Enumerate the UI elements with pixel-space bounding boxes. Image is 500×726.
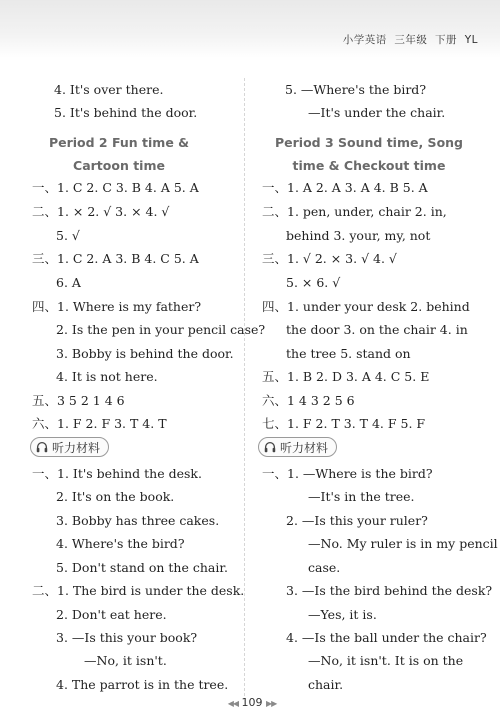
answer-line: chair. (308, 677, 344, 692)
answer-line: 3. —Is this your book? (56, 630, 198, 645)
answer-line: 二、1. The bird is under the desk. (32, 583, 245, 598)
answer-line: 一、1. C 2. C 3. B 4. A 5. A (32, 180, 199, 195)
answer-line: 3. —Is the bird behind the desk? (286, 583, 493, 598)
answer-line: 2. Is the pen in your pencil case? (56, 322, 266, 337)
answer-line: 三、1. √ 2. × 3. √ 4. √ (262, 251, 397, 266)
answer-line: —No, it isn't. (84, 653, 167, 668)
answer-line: 5. —Where's the bird? (285, 82, 427, 97)
answer-line: 一、1. It's behind the desk. (32, 466, 202, 481)
answer-line: 4. Where's the bird? (56, 536, 185, 551)
answer-line: 5. √ (56, 228, 80, 243)
answer-line: 四、1. under your desk 2. behind (262, 299, 470, 314)
section-title: Period 3 Sound time, Song (274, 135, 463, 150)
answer-line: 六、1. F 2. F 3. T 4. T (32, 416, 167, 431)
answer-line: 2. It's on the book. (56, 489, 175, 504)
answer-line: 3. Bobby has three cakes. (56, 513, 220, 528)
answer-line: 二、1. pen, under, chair 2. in, (262, 204, 447, 219)
right-column (250, 0, 498, 726)
page-footer (212, 696, 292, 709)
listening-material-tag (30, 437, 109, 457)
answer-line: the tree 5. stand on (286, 346, 411, 361)
answer-line: 5. It's behind the door. (54, 105, 198, 120)
answer-line: 五、1. B 2. D 3. A 4. C 5. E (262, 369, 430, 384)
answer-line: behind 3. your, my, not (286, 228, 431, 243)
answer-line: 七、1. F 2. T 3. T 4. F 5. F (262, 416, 426, 431)
answer-line: 2. Don't eat here. (56, 607, 167, 622)
answer-line: 4. The parrot is in the tree. (56, 677, 229, 692)
answer-line: —It's in the tree. (308, 489, 415, 504)
listening-material-label: 听力材料 (280, 440, 329, 455)
listening-material-label: 听力材料 (52, 440, 101, 455)
section-title: Cartoon time (73, 158, 165, 173)
headphones-icon (263, 440, 277, 454)
answer-line: 4. It is not here. (56, 369, 158, 384)
answer-line: 一、1. —Where is the bird? (262, 466, 433, 481)
section-title: time & Checkout time (292, 158, 446, 173)
answer-line: 4. It's over there. (54, 82, 164, 97)
answer-line: 5. × 6. √ (286, 275, 341, 290)
page-number: 109 (241, 696, 263, 709)
answer-line: 5. Don't stand on the chair. (56, 560, 228, 575)
answer-line: —No, it isn't. It is on the (308, 653, 464, 668)
answer-line: —It's under the chair. (308, 105, 446, 120)
answer-line: —Yes, it is. (308, 607, 377, 622)
listening-material-tag (258, 437, 337, 457)
answer-line: 二、1. × 2. √ 3. × 4. √ (32, 204, 170, 219)
section-title: Period 2 Fun time & (48, 135, 190, 150)
answer-line: 三、1. C 2. A 3. B 4. C 5. A (32, 251, 199, 266)
answer-line: case. (308, 560, 341, 575)
answer-line: 3. Bobby is behind the door. (56, 346, 234, 361)
answer-line: 6. A (56, 275, 81, 290)
answer-line: 五、3 5 2 1 4 6 (32, 393, 125, 408)
answer-line: 六、1 4 3 2 5 6 (262, 393, 355, 408)
headphones-icon (35, 440, 49, 454)
prev-arrows-icon: ◀◀ (227, 699, 238, 708)
answer-line: 4. —Is the ball under the chair? (286, 630, 487, 645)
header-text: 小学英语 三年级 下册 YL (342, 34, 478, 46)
answer-line: 四、1. Where is my father? (32, 299, 202, 314)
answer-line: —No. My ruler is in my pencil (308, 536, 498, 551)
column-divider (244, 78, 245, 696)
answer-line: 一、1. A 2. A 3. A 4. B 5. A (262, 180, 428, 195)
answer-line: the door 3. on the chair 4. in (286, 322, 468, 337)
answer-line: 2. —Is this your ruler? (286, 513, 428, 528)
next-arrows-icon: ▶▶ (266, 699, 277, 708)
